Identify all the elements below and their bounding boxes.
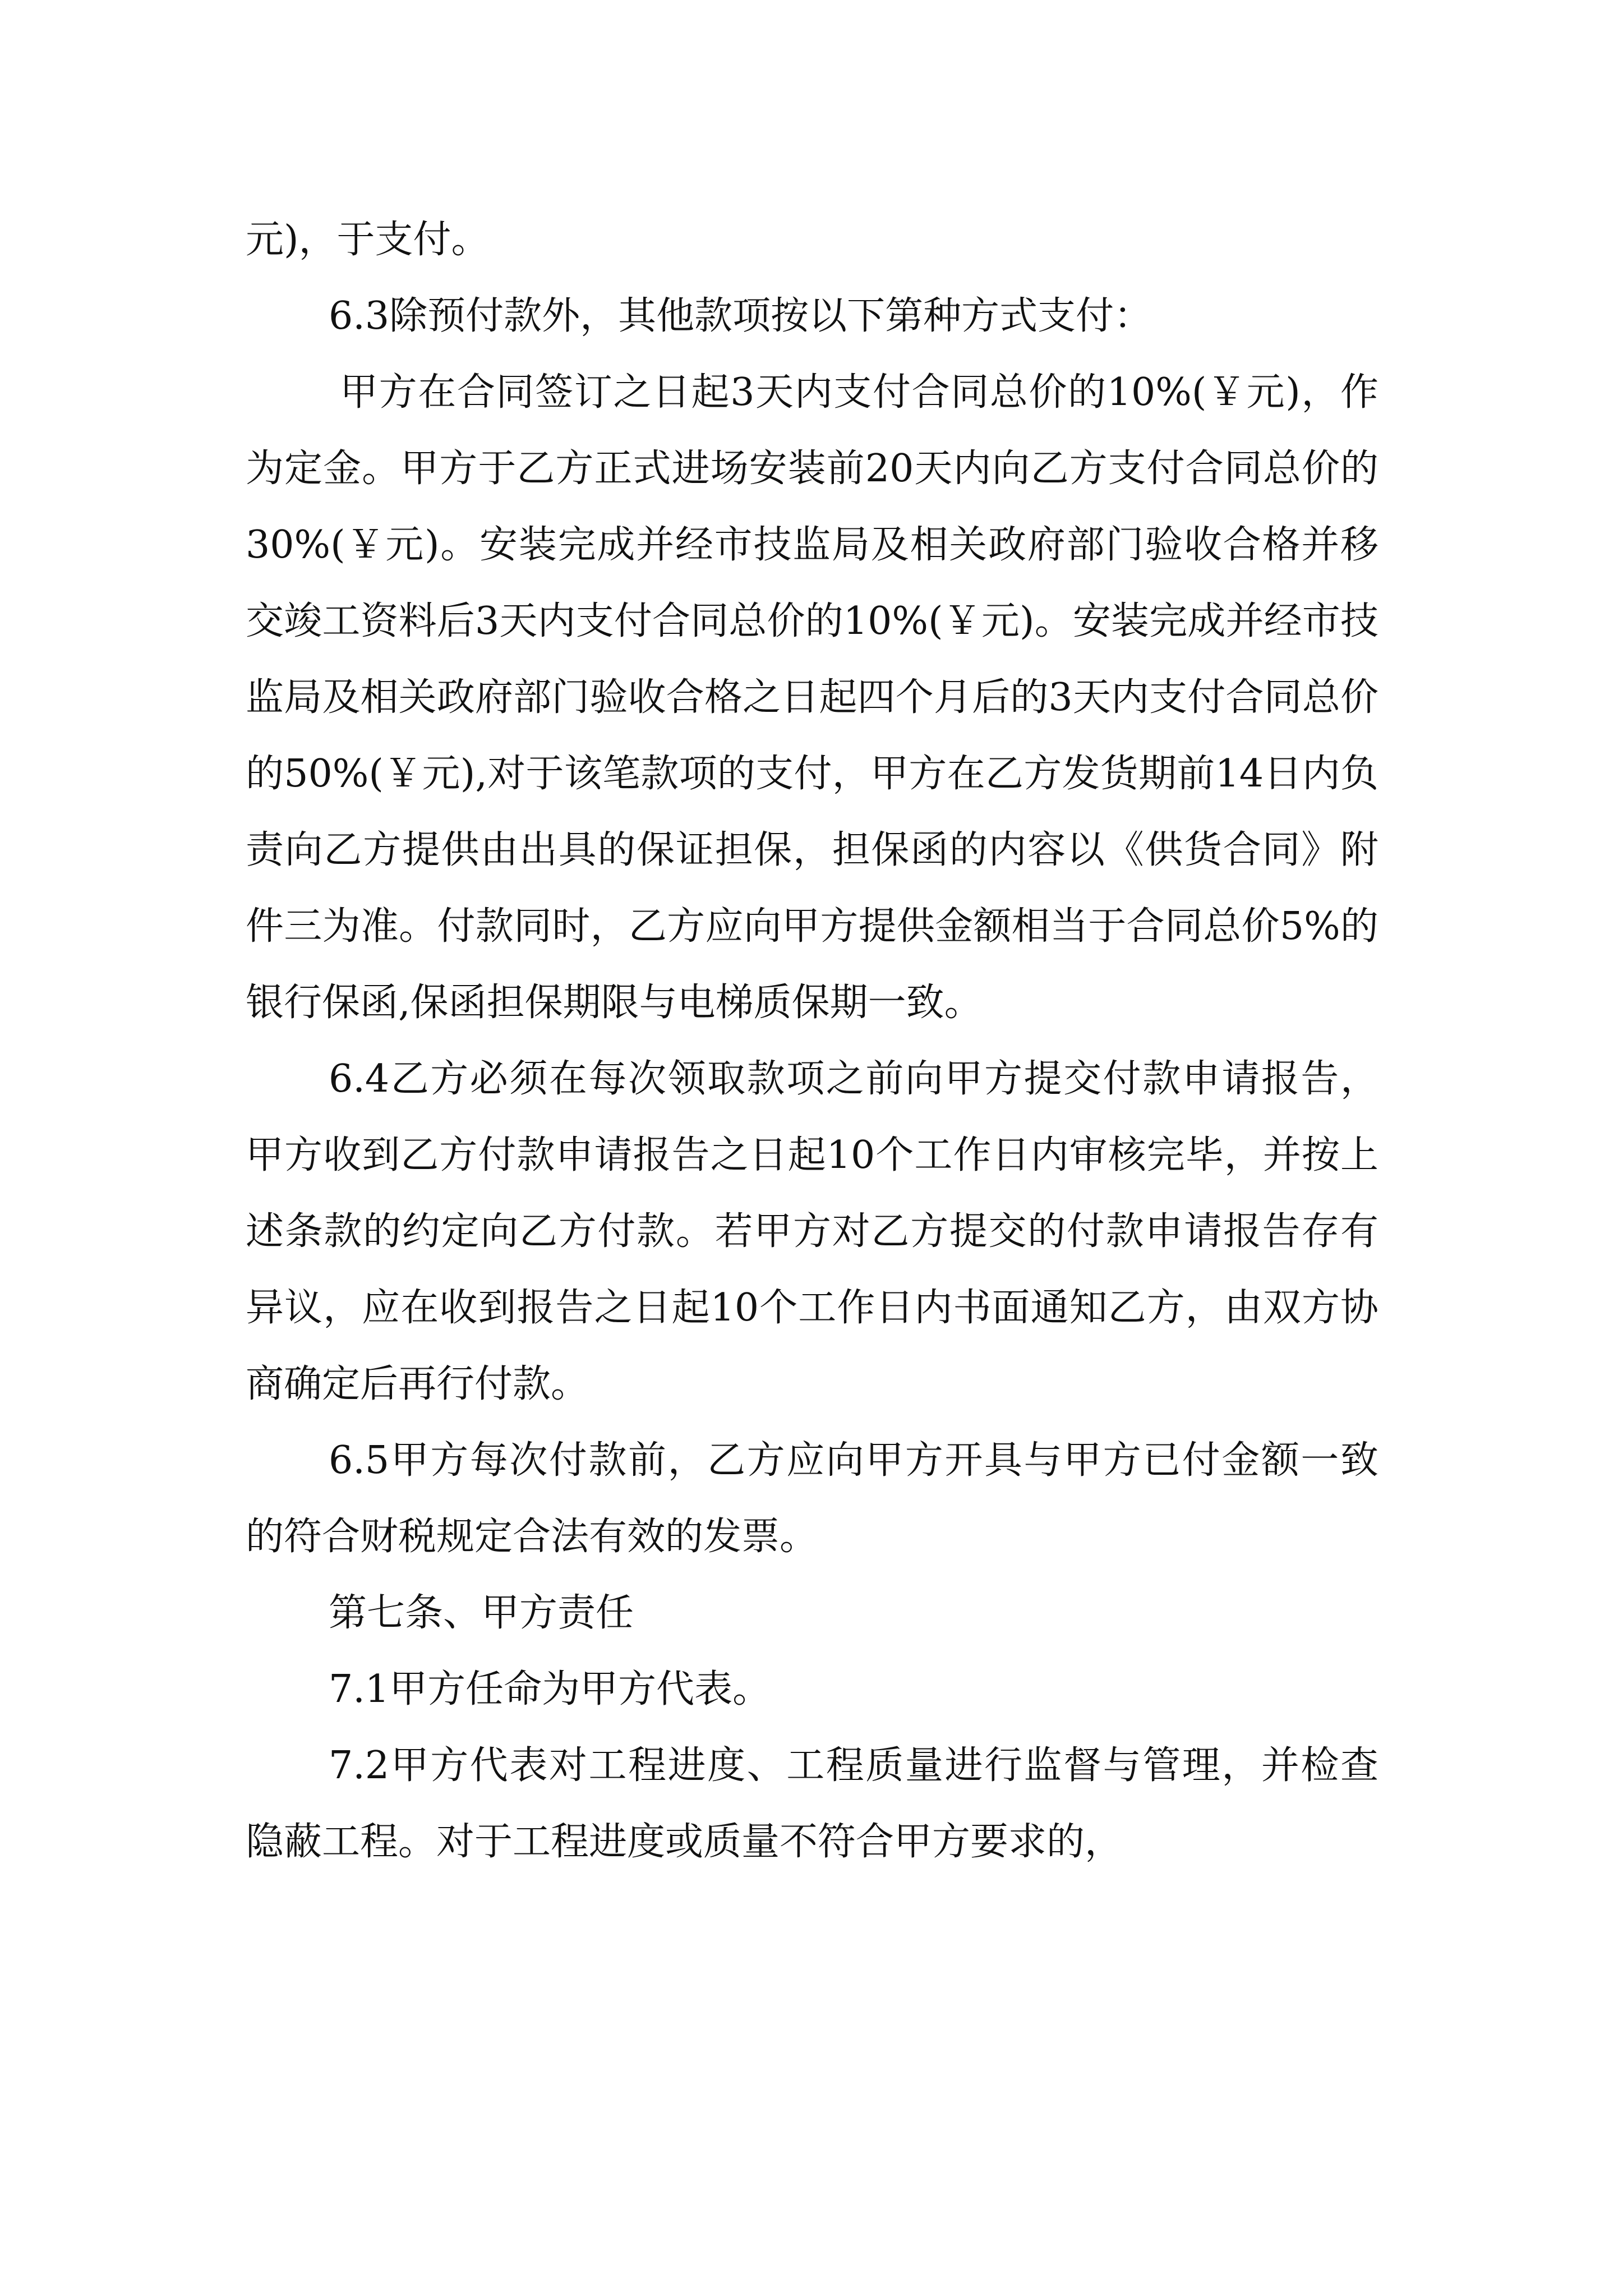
paragraph-continuation: 元)，于支付。 xyxy=(246,218,490,262)
paragraph-7-1: 7.1甲方任命为甲方代表。 xyxy=(329,1667,771,1711)
paragraph-6-5: 6.5甲方每次付款前，乙方应向甲方开具与甲方已付金额一致的符合财税规定合法有效的发票。 xyxy=(246,1438,1378,1559)
paragraph-6-4: 6.4乙方必须在每次领取款项之前向甲方提交付款申请报告，甲方收到乙方付款申请报告之日起10个工作日内审核完毕，并按上述条款的约定向乙方付款。若甲方对乙方提交的付款申请报告存有异议，应在收到报告之日起10个工作日内书面通知乙方，由双方协商确定后再行付款。 xyxy=(246,1057,1378,1406)
paragraph-payment-schedule: 甲方在合同签订之日起3天内支付合同总价的10%(￥元)，作为定金。甲方于乙方正式进场安装前20天内向乙方支付合同总价的30%(￥元)。安装完成并经市技监局及相关政府部门验收合格并移交竣工资料后3天内支付合同总价的10%(￥元)。安装完成并经市技监局及相关政府部门验收合格之日起四个月后的3天内支付合同总价的50%(￥元),对于该笔款项的支付，甲方在乙方发货期前14日内负责向乙方提供由出具的保证担保，担保函的内容以《供货合同》附件三为准。付款同时，乙方应向甲方提供金额相当于合同总价5%的银行保函,保函担保期限与电梯质保期一致。 xyxy=(246,370,1378,1025)
document-body xyxy=(246,202,1378,1880)
paragraph-7-2: 7.2甲方代表对工程进度、工程质量进行监督与管理，并检查隐蔽工程。对于工程进度或质量不符合甲方要求的， xyxy=(246,1743,1378,1864)
section-heading-article-7: 第七条、甲方责任 xyxy=(329,1591,634,1635)
paragraph-6-3: 6.3除预付款外，其他款项按以下第种方式支付： xyxy=(329,294,1152,338)
